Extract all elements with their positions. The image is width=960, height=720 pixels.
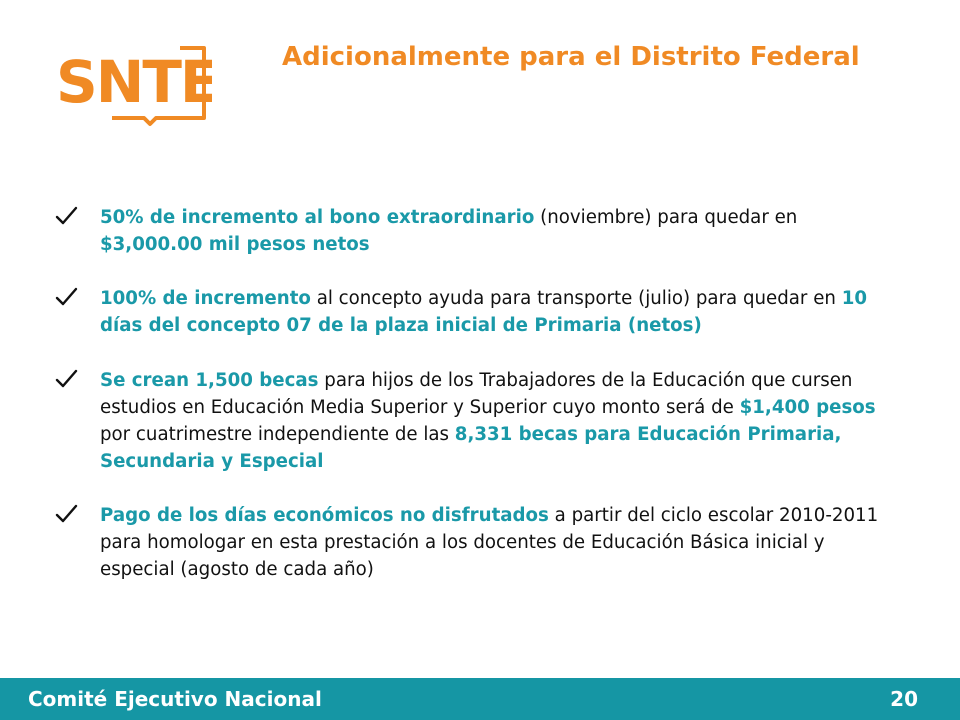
snte-logo-letters: SNTE — [56, 48, 212, 116]
body-text: (noviembre) para quedar en — [534, 207, 798, 228]
highlighted-text: 8,331 becas para Educación Primaria, Secundaria y Especial — [100, 424, 842, 472]
highlighted-text: 10 días del concepto 07 de la plaza inicial de Primaria (netos) — [100, 288, 868, 336]
snte-logo — [52, 40, 212, 128]
bullet-item — [48, 502, 898, 583]
body-text: al concepto ayuda para transporte (julio) para quedar en — [310, 288, 842, 309]
highlighted-text: $3,000.00 mil pesos netos — [100, 234, 370, 255]
checkmark-icon — [54, 367, 78, 391]
highlighted-text: 50% de incremento al bono extraordinario — [100, 207, 535, 228]
body-text: por cuatrimestre independiente de las — [100, 424, 455, 445]
page-number: 20 — [890, 687, 918, 711]
footer-label: Comité Ejecutivo Nacional — [28, 687, 322, 711]
checkmark-icon — [54, 204, 78, 228]
highlighted-text: Se crean 1,500 becas — [100, 370, 319, 391]
snte-logo-graphic — [52, 40, 212, 128]
body-text: para hijos de los Trabajadores de la Educación que cursen estudios en Educación Media Superior y Superior cuyo monto será de — [100, 370, 853, 418]
highlighted-text: $1,400 pesos — [739, 397, 876, 418]
checkmark-icon — [54, 285, 78, 309]
checkmark-icon — [54, 502, 78, 526]
page-title: Adicionalmente para el Distrito Federal — [282, 42, 860, 72]
highlighted-text: 100% de incremento — [100, 288, 311, 309]
bullet-item — [48, 204, 898, 258]
body-text: a partir del ciclo escolar 2010-2011 para homologar en esta prestación a los docentes de Educación Básica inicial y especial (agosto de cada año) — [100, 505, 879, 580]
highlighted-text: Pago de los días económicos no disfrutados — [100, 505, 549, 526]
bullet-item — [48, 285, 898, 339]
bullet-item — [48, 367, 898, 475]
bullet-list — [48, 204, 898, 610]
